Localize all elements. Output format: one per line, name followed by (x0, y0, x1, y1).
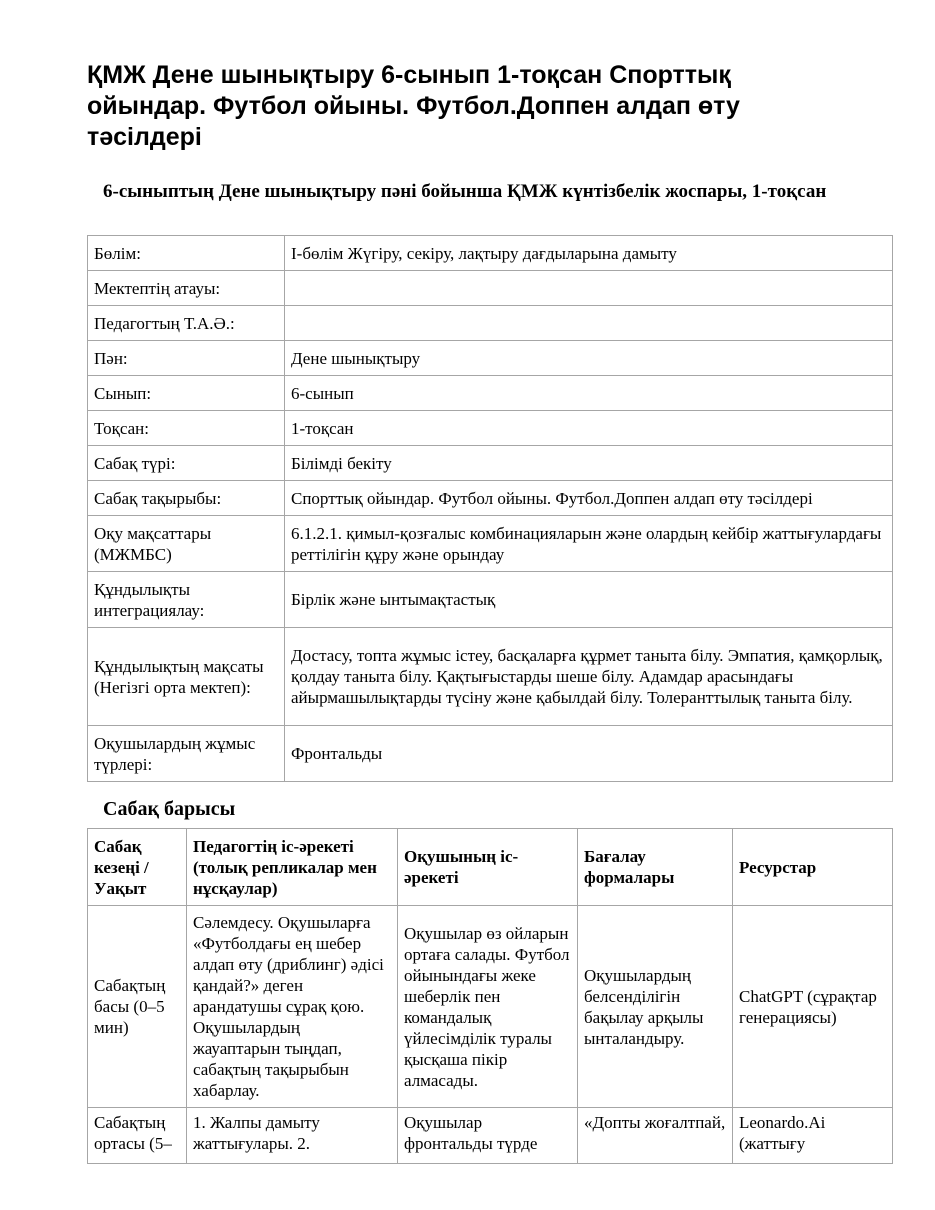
resources-cell: Leonardo.Ai (жаттығу (733, 1108, 893, 1164)
table-row (88, 341, 893, 376)
stage-cell: Сабақтың басы (0–5 мин) (88, 906, 187, 1108)
info-value: 6-сынып (285, 376, 893, 411)
info-value: Білімді бекіту (285, 446, 893, 481)
info-value: Дене шынықтыру (285, 341, 893, 376)
info-label: Мектептің атауы: (88, 271, 285, 306)
page-title: ҚМЖ Дене шынықтыру 6-сынып 1-тоқсан Спорттық ойындар. Футбол ойыны. Футбол.Доппен алдап өту тәсілдері (87, 61, 740, 151)
table-row (88, 411, 893, 446)
table-row (88, 481, 893, 516)
lesson-info-table (87, 235, 893, 782)
header-student: Оқушының іс-әрекеті (398, 829, 578, 906)
info-label: Сынып: (88, 376, 285, 411)
info-value: Спорттық ойындар. Футбол ойыны. Футбол.Доппен алдап өту тәсілдері (285, 481, 893, 516)
header-teacher: Педагогтің іс-әрекеті (толық репликалар мен нұсқаулар) (187, 829, 398, 906)
header-assessment: Бағалау формалары (578, 829, 733, 906)
student-cell: Оқушылар фронтальды түрде (398, 1108, 578, 1164)
student-cell: Оқушылар өз ойларын ортаға салады. Футбол ойынындағы жеке шеберлік пен командалық үйлесімділік туралы қысқаша пікір алмасады. (398, 906, 578, 1108)
table-row (88, 516, 893, 572)
teacher-cell: 1. Жалпы дамыту жаттығулары. 2. (187, 1108, 398, 1164)
info-label: Педагогтың Т.А.Ә.: (88, 306, 285, 341)
info-label: Құндылықты интеграциялау: (88, 572, 285, 628)
info-value (285, 271, 893, 306)
info-label: Сабақ түрі: (88, 446, 285, 481)
info-label: Пән: (88, 341, 285, 376)
info-label: Оқу мақсаттары (МЖМБС) (88, 516, 285, 572)
info-label: Оқушылардың жұмыс түрлері: (88, 726, 285, 782)
info-value: I-бөлім Жүгіру, секіру, лақтыру дағдыларына дамыту (285, 236, 893, 271)
info-value: Бірлік және ынтымақтастық (285, 572, 893, 628)
table-row (88, 236, 893, 271)
info-label: Бөлім: (88, 236, 285, 271)
table-row (88, 446, 893, 481)
plan-subtitle: 6-сыныптың Дене шынықтыру пәні бойынша ҚМЖ күнтізбелік жоспары, 1-тоқсан (103, 181, 827, 202)
info-label: Құндылықтың мақсаты (Негізгі орта мектеп): (88, 628, 285, 726)
table-row (88, 726, 893, 782)
table-row (88, 1108, 893, 1164)
assessment-cell: Оқушылардың белсенділігін бақылау арқылы ынталандыру. (578, 906, 733, 1108)
table-row (88, 906, 893, 1108)
table-row (88, 628, 893, 726)
table-row (88, 376, 893, 411)
info-value (285, 306, 893, 341)
lesson-progress-heading: Сабақ барысы (103, 798, 236, 820)
lesson-progress-table (87, 828, 893, 1164)
info-value: 6.1.2.1. қимыл-қозғалыс комбинацияларын және олардың кейбір жаттығулардағы реттілігін құру және орындау (285, 516, 893, 572)
info-value: Фронтальды (285, 726, 893, 782)
assessment-cell: «Допты жоғалтпай, (578, 1108, 733, 1164)
table-header-row (88, 829, 893, 906)
table-row (88, 306, 893, 341)
info-value: 1-тоқсан (285, 411, 893, 446)
info-label: Сабақ тақырыбы: (88, 481, 285, 516)
resources-cell: ChatGPT (сұрақтар генерациясы) (733, 906, 893, 1108)
header-resources: Ресурстар (733, 829, 893, 906)
info-label: Тоқсан: (88, 411, 285, 446)
stage-cell: Сабақтың ортасы (5– (88, 1108, 187, 1164)
table-row (88, 572, 893, 628)
info-value: Достасу, топта жұмыс істеу, басқаларға құрмет таныта білу. Эмпатия, қамқорлық, қолдау таныта білу. Қақтығыстарды шеше білу. Адамдар арасындағы айырмашылықтарды түсіну және қабылдай білу. Толеранттылық таныта білу. (285, 628, 893, 726)
teacher-cell: Сәлемдесу. Оқушыларға «Футболдағы ең шебер алдап өту (дриблинг) әдісі қандай?» деген арандатушы сұрақ қою. Оқушылардың жауаптарын тыңдап, сабақтың тақырыбын хабарлау. (187, 906, 398, 1108)
header-stage: Сабақ кезеңі / Уақыт (88, 829, 187, 906)
table-row (88, 271, 893, 306)
